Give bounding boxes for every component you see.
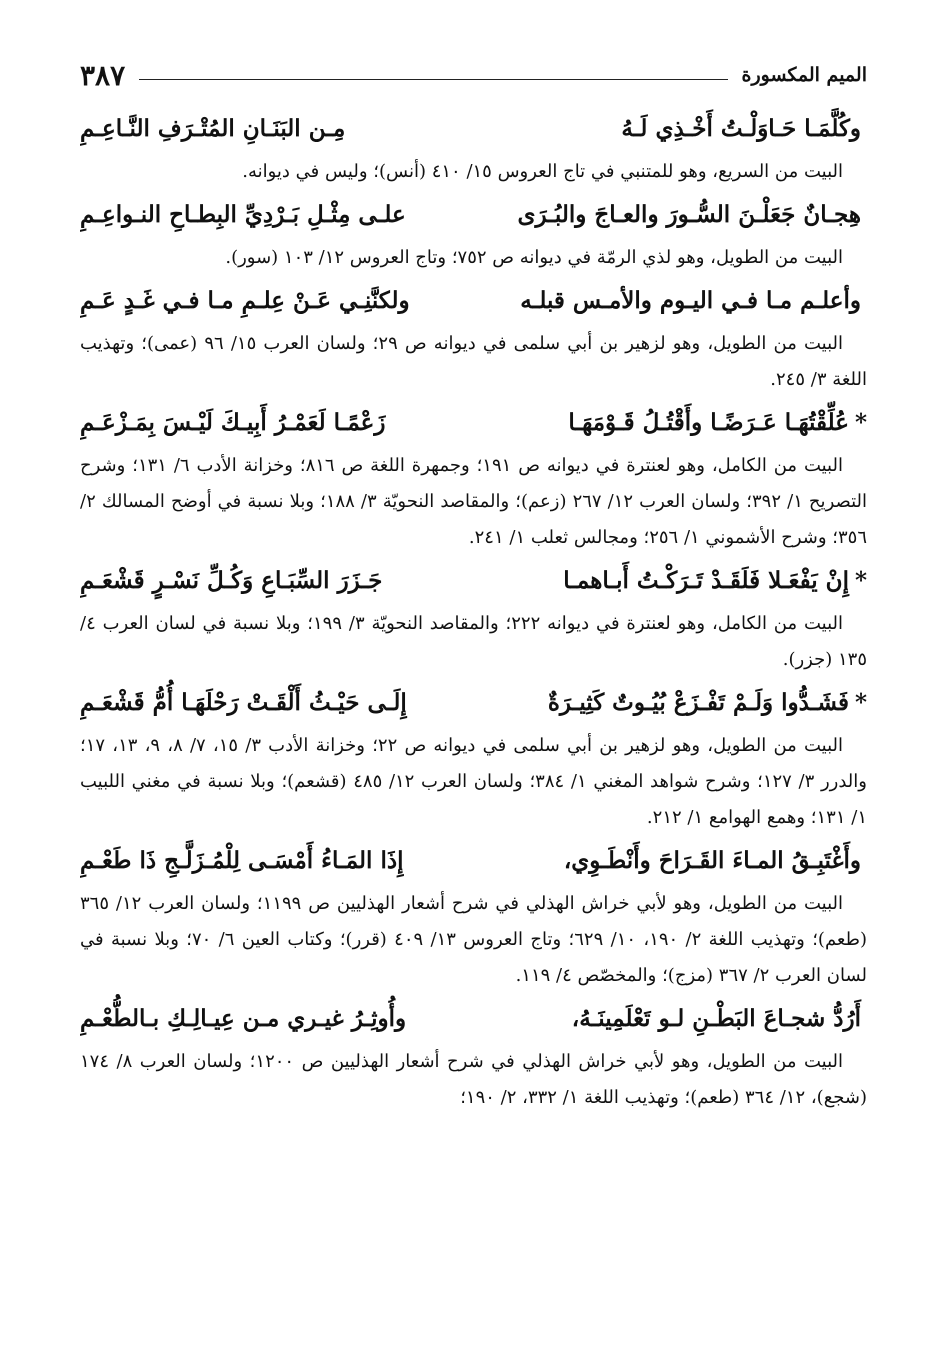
- verse-line: [80, 678, 867, 728]
- first-hemistich: [548, 678, 867, 728]
- verse-entry: [80, 276, 867, 398]
- verse-line: [80, 994, 867, 1044]
- verse-line: [80, 190, 867, 240]
- second-hemistich: إِذَا المَـاءُ أَمْسَـى لِلْمُـزَلَّـجِ ذَا طَعْـمِ: [80, 847, 404, 874]
- running-title: الميم المكسورة: [741, 64, 867, 86]
- verse-line: [80, 104, 867, 154]
- first-hemistich-text: هِجـانٌ جَعَلْـنَ السُّـورَ والعـاجَ والبُـرَى: [517, 201, 861, 228]
- second-hemistich: علـى مِثْـلِ بَـرْدِيِّ البِطـاحِ النـواعِـمِ: [80, 201, 406, 228]
- header-rule: [139, 79, 727, 80]
- first-hemistich-text: أَرُدُّ شجـاعَ البَطْـنِ لـو تَعْلَمِينَـهُ،: [571, 1005, 861, 1032]
- verse-note: البيت من الكامل، وهو لعنترة في ديوانه ص ١٩١؛ وجمهرة اللغة ص ٨١٦؛ وخزانة الأدب ٦/ ١٣١؛ وشرح التصريح ١/ ٣٩٢؛ ولسان العرب ١٢/ ٢٦٧ (زعم)؛ والمقاصد النحويّة ٣/ ١٨٨؛ وبلا نسبة في أوضح المسالك ٢/ ٣٥٦؛ وشرح الأشموني ١/ ٢٥٦؛ ومجالس ثعلب ١/ ٢٤١.: [80, 455, 868, 548]
- verse-note: البيت من الطويل، وهو لذي الرمّة في ديوانه ص ٧٥٢؛ وتاج العروس ١٢/ ١٠٣ (سور).: [225, 247, 843, 268]
- first-hemistich: [517, 190, 867, 240]
- verse-entry: [80, 190, 867, 276]
- verse-line: [80, 836, 867, 886]
- star-marker: *: [854, 689, 867, 716]
- second-hemistich: مِـن البَنَـانِ المُتْـرَفِ النَّـاعِـمِ: [80, 115, 346, 142]
- second-hemistich: جَـزَرَ السِّبَـاعِ وَكُـلِّ نَسْـرٍ قَشْعَـمِ: [80, 567, 383, 594]
- second-hemistich: إِلَـى حَيْـثُ أَلْقَـتْ رَحْلَهَـا أُمُّ قَشْعَـمِ: [80, 689, 407, 716]
- first-hemistich-text: فَشَـدُّوا وَلَـمْ تَفْـزَعْ بُيُـوتٌ كَثِيـرَةٌ: [547, 689, 849, 716]
- first-hemistich: [572, 994, 867, 1044]
- verse-note: البيت من الطويل، وهو لزهير بن أبي سلمى في ديوانه ص ٢٩؛ ولسان العرب ١٥/ ٩٦ (عمى)؛ وتهذيب اللغة ٣/ ٢٤٥.: [80, 333, 867, 390]
- verse-entry: [80, 836, 867, 994]
- second-hemistich: زَعْمًـا لَعَمْـرُ أَبِيـكَ لَيْـسَ بِمَـزْعَـمِ: [80, 409, 386, 436]
- first-hemistich-text: وأَغْتَبِـقُ المـاءَ القَـرَاحَ وأَنْطَـوِي،: [563, 847, 861, 874]
- verse-note: البيت من الطويل، وهو لأبي خراش الهذلي في شرح أشعار الهذليين ص ١١٩٩؛ ولسان العرب ١٢/ ٣٦٥ (طعم)؛ وتهذيب اللغة ٢/ ١٩٠، ١٠/ ٦٢٩؛ وتاج العروس ١٣/ ٤٠٩ (قرر)؛ وكتاب العين ٦/ ٧٠؛ وبلا نسبة في لسان العرب ٢/ ٣٦٧ (مزج)؛ والمخصّص ٤/ ١١٩.: [80, 893, 867, 986]
- star-marker: *: [854, 567, 867, 594]
- verse-note: البيت من الكامل، وهو لعنترة في ديوانه ٢٢٢؛ والمقاصد النحويّة ٣/ ١٩٩؛ وبلا نسبة في لسان العرب ٤/ ١٣٥ (جزر).: [80, 613, 867, 670]
- first-hemistich: [568, 398, 867, 448]
- first-hemistich-text: إِنْ يَفْعَـلا فَلَقَـدْ تَـرَكْـتُ أَبـاهمـا: [563, 567, 849, 594]
- first-hemistich: [563, 556, 867, 606]
- verse-note: البيت من الطويل، وهو لأبي خراش الهذلي في شرح أشعار الهذليين ص ١٢٠٠؛ ولسان العرب ٨/ ١٧٤ (شجع)، ١٢/ ٣٦٤ (طعم)؛ وتهذيب اللغة ١/ ٣٣٢، ٢/ ١٩٠؛: [80, 1051, 867, 1108]
- page-number: ٣٨٧: [80, 58, 126, 92]
- verse-entry: [80, 994, 867, 1116]
- first-hemistich-text: وكُلَّمَـا حَـاوَلْـتُ أَخْـذِي لَـهُ: [621, 115, 861, 142]
- first-hemistich: [564, 836, 867, 886]
- first-hemistich: [520, 276, 867, 326]
- verse-line: [80, 556, 867, 606]
- verse-entry: [80, 556, 867, 678]
- verse-entry: [80, 398, 867, 556]
- second-hemistich: وأُوثِـرُ غيـري مـن عِيـالِـكِ بـالطُّعْـمِ: [80, 1005, 407, 1032]
- page-header: [80, 52, 867, 98]
- second-hemistich: ولكنَّنِـي عَـنْ عِلـمِ مـا فـي غَـدٍ عَـمِ: [80, 287, 410, 314]
- verse-note: البيت من الطويل، وهو لزهير بن أبي سلمى في ديوانه ص ٢٢؛ وخزانة الأدب ٣/ ١٥، ٧/ ٨، ٩، ١٣، ١٧؛ والدرر ٣/ ١٢٧؛ وشرح شواهد المغني ١/ ٣٨٤؛ ولسان العرب ١٢/ ٤٨٥ (قشعم)؛ وبلا نسبة في مغني اللبيب ١/ ١٣١؛ وهمع الهوامع ١/ ٢١٢.: [80, 735, 867, 828]
- first-hemistich-text: عُلِّقْتُهَـا عَـرَضًـا وأَقْتُـلُ قَـوْمَهَـا: [568, 409, 849, 436]
- verse-entry: [80, 104, 867, 190]
- first-hemistich: [621, 104, 867, 154]
- first-hemistich-text: وأعلـم مـا فـي اليـوم والأمـس قبلـه: [520, 287, 861, 314]
- verse-note: البيت من السريع، وهو للمتنبي في تاج العروس ١٥/ ٤١٠ (أنس)؛ وليس في ديوانه.: [242, 161, 843, 182]
- verse-line: [80, 398, 867, 448]
- verse-entry: [80, 678, 867, 836]
- star-marker: *: [854, 409, 867, 436]
- verse-line: [80, 276, 867, 326]
